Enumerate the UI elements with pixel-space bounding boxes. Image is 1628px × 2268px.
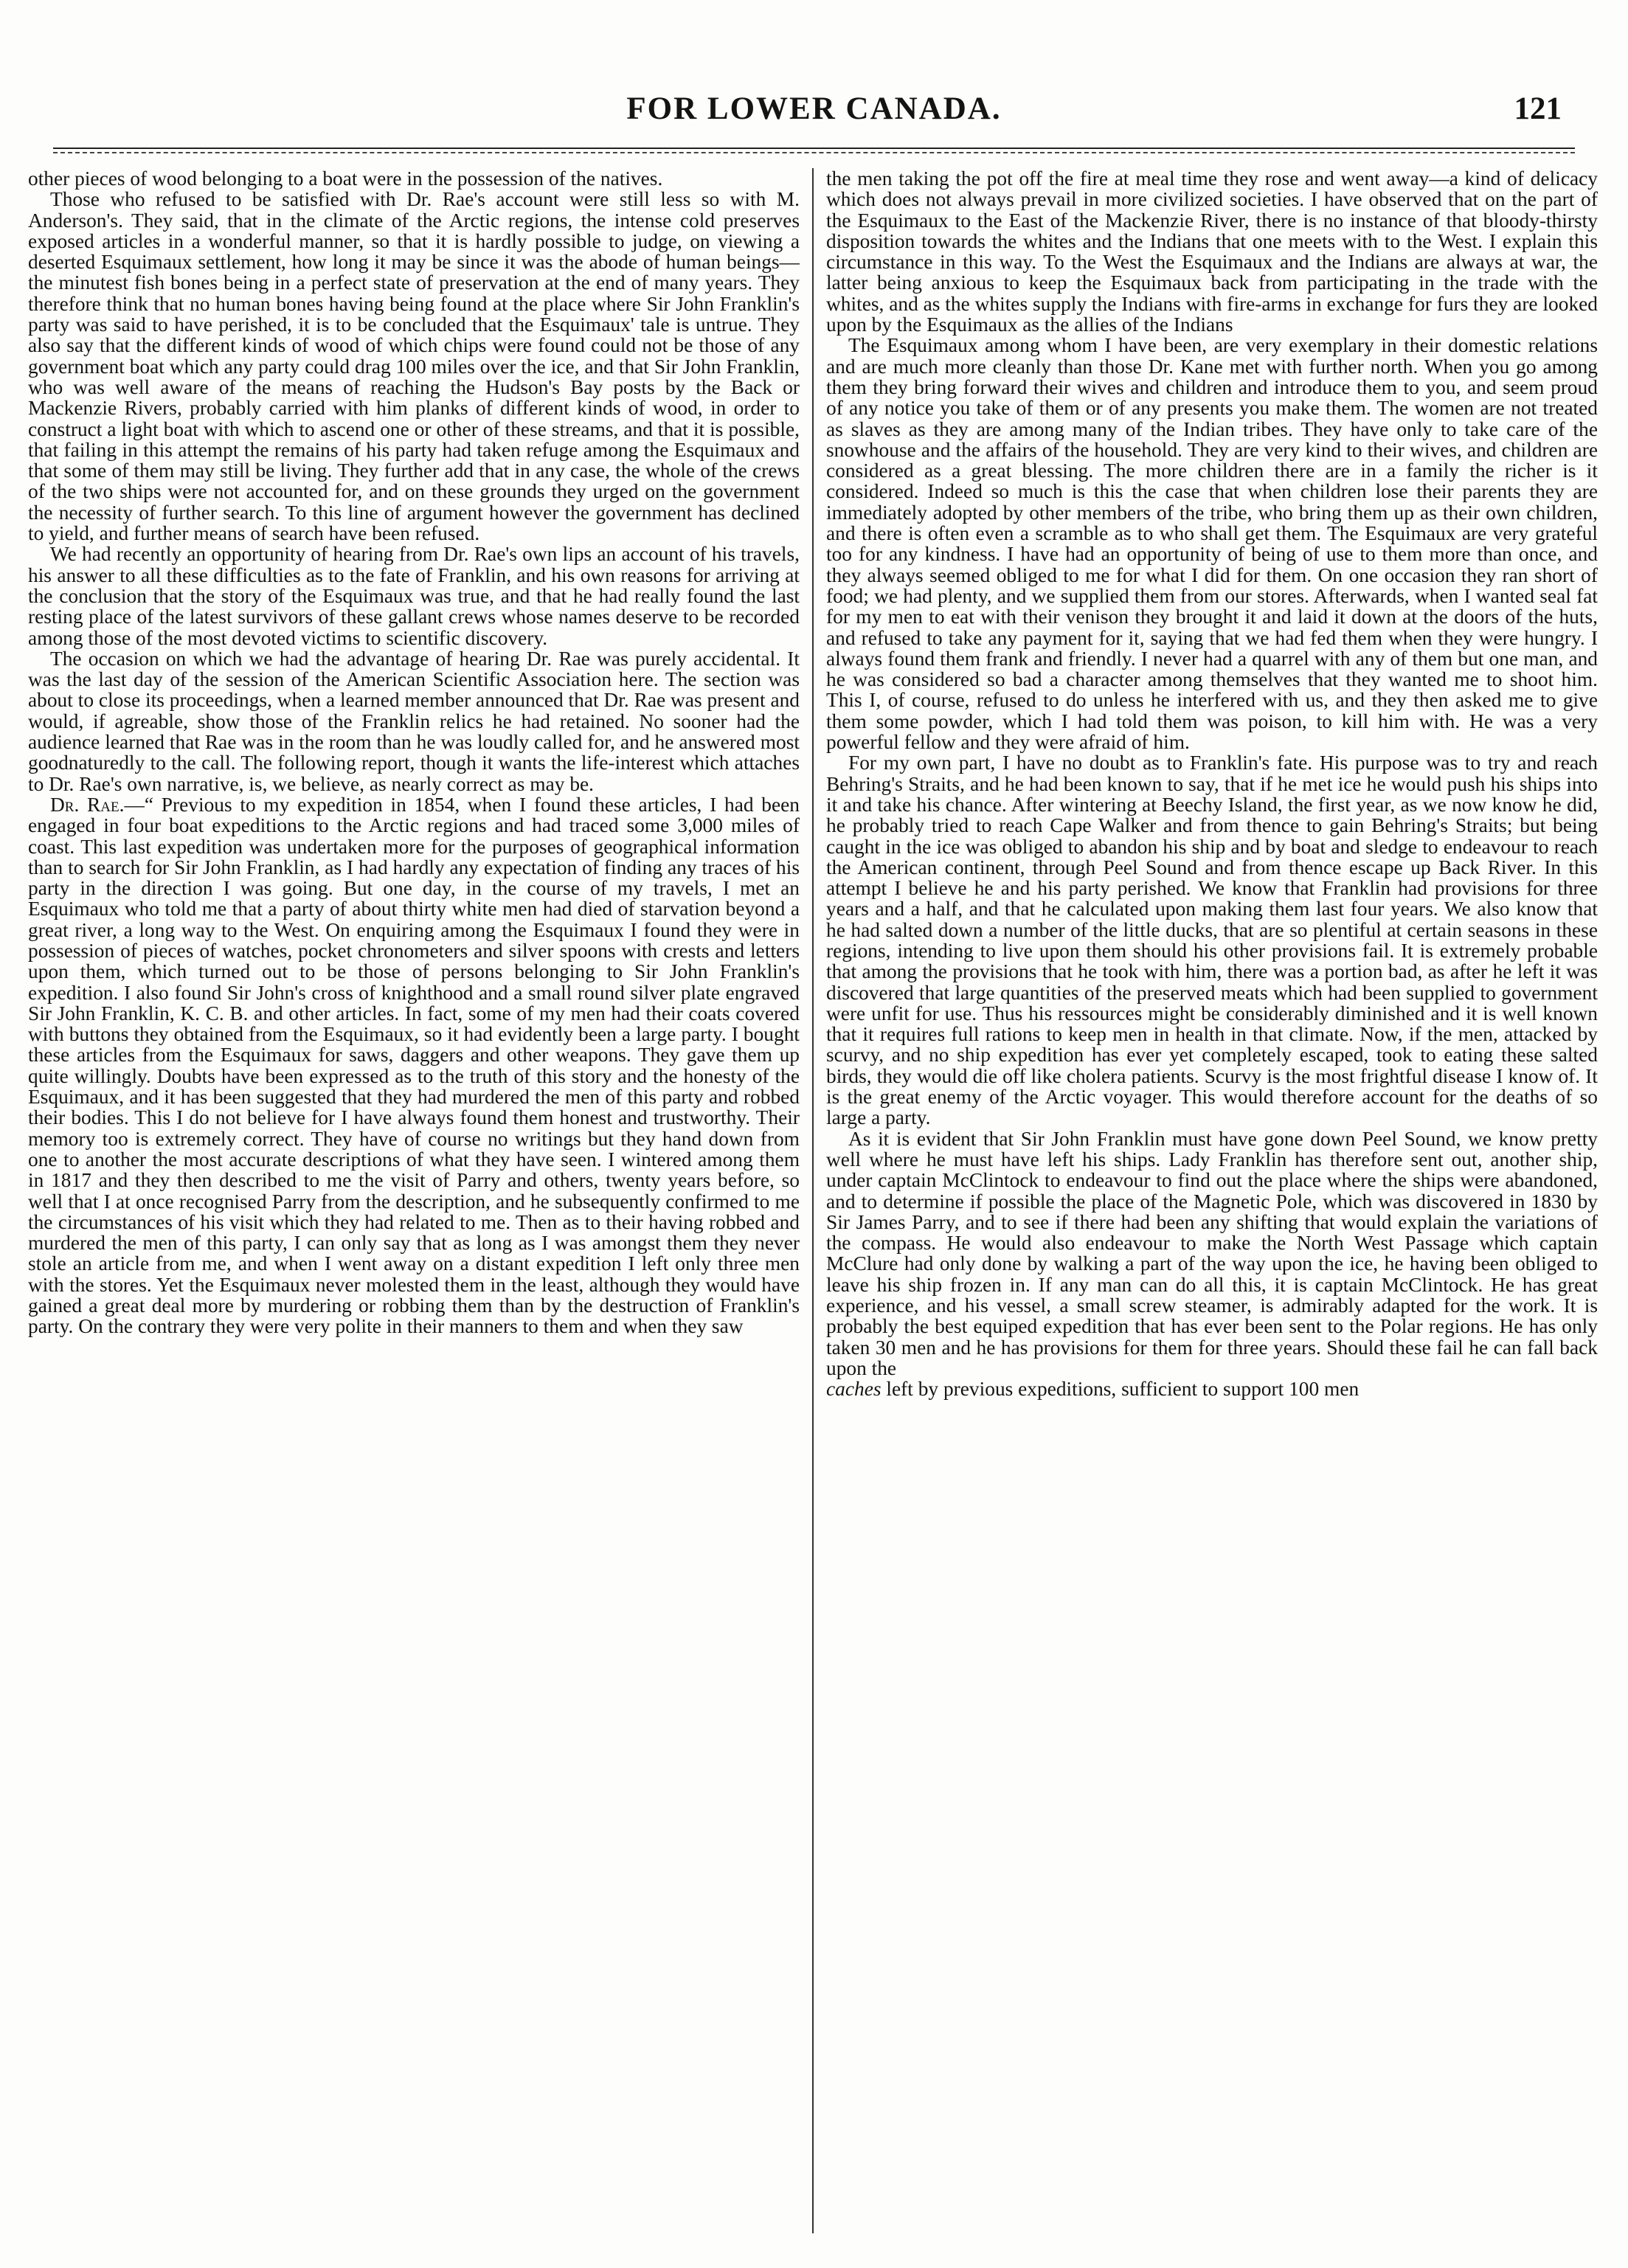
left-column <box>28 168 800 2233</box>
text-columns <box>28 168 1598 2233</box>
paragraph: other pieces of wood belonging to a boat were in the possession of the natives. <box>28 168 663 190</box>
running-title: FOR LOWER CANADA. <box>626 91 1002 126</box>
page-header <box>30 87 1598 146</box>
rae-paragraph <box>28 794 800 1337</box>
paragraph: The occasion on which we had the advantage of hearing Dr. Rae was purely accidental. It was the last day of the session of the American Scientific Association here. The section was about to close its proceedings, when a learned member announced that Dr. Rae was present and would, if agreable, show those of the Franklin relics he had retained. No sooner had the audience learned that Rae was in the room than he was loudly called for, and he answered most goodnaturedly to the call. The following report, though it wants the life-interest which attaches to Dr. Rae's own narrative, is, we believe, as nearly correct as may be. <box>28 647 800 795</box>
paragraph: The Esquimaux among whom I have been, are very exemplary in their domestic relations and are much more cleanly than those Dr. Kane met with further north. When you go among them they bring forward their wives and children and introduce them to you, and seem proud of any notice you take of them or of any presents you make them. The women are not treated as slaves as they are among many of the Indian tribes. They have only to take care of the snowhouse and the affairs of the household. They are very kind to their wives, and children are considered as a great blessing. The more children there are in a family the richer is it considered. Indeed so much is this the case that when children lose their parents they are immediately adopted by other members of the tribe, who bring them up as their own children, and there is often even a scramble as to who shall get them. The Esquimaux are very grateful too for any kindness. I have had an opportunity of being of use to them more than once, and they always seemed obliged to me for what I did for them. On one occasion they ran short of food; we had plenty, and we supplied them from our stores. Afterwards, when I wanted seal fat for my men to eat with their venison they brought it and laid it down at the doors of the huts, and refused to take any payment for it, saying that we had fed them when they were hungry. I always found them frank and friendly. I never had a quarrel with any of them but one man, and he was considered so bad a character among themselves that they wanted me to shoot him. This I, of course, refused to do unless he interfered with us, and they then asked me to give them some powder, which I had told them was poison, to kill him with. He was a very powerful fellow and they were afraid of him. <box>826 334 1598 754</box>
page-number: 121 <box>1514 91 1562 126</box>
paragraph: Those who refused to be satisfied with Dr. Rae's account were still less so with M. Anderson's. They said, that in the climate of the Arctic regions, the intense cold preserves exposed articles in a wonderful manner, so that it is hardly possible to judge, on viewing a deserted Esquimaux settlement, how long it may be since it was the abode of human beings—the minutest fish bones being in a perfect state of preservation at the end of many years. They therefore think that no human bones having being found at the place where Sir John Franklin's party was said to have perished, it is to be concluded that the Esquimaux' tale is untrue. They also say that the different kinds of wood of which chips were found could not be those of any government boat which any party could drag 100 miles over the ice, and that Sir John Franklin, who was well aware of the means of reaching the Hudson's Bay posts by the Back or Mackenzie Rivers, probably carried with him planks of different kinds of wood, in order to construct a light boat with which to ascend one or other of these streams, and that it is possible, that failing in this attempt the remains of his party had taken refuge among the Esquimaux and that some of them may still be living. They further add that in any case, the whole of the crews of the two ships were not accounted for, and on these grounds they urged on the government the necessity of further search. To this line of argument however the government has declined to yield, and further means of search have been refused. <box>28 188 800 545</box>
rae-paragraph-text: —“ Previous to my expedition in 1854, when I found these articles, I had been engaged in four boat expeditions to the Arctic regions and had traced some 3,000 miles of coast. This last expedition was undertaken more for the purposes of geographical information than to search for Sir John Franklin, as I had hardly any expectation of finding any traces of his party in the direction I was going. But one day, in the course of my travels, I met an Esquimaux who told me that a party of about thirty white men had died of starvation beyond a great river, a long way to the West. On enquiring among the Esquimaux I found they were in possession of pieces of watches, pocket chronometers and silver spoons with crests and letters upon them, which turned out to be those of persons belonging to Sir John Franklin's expedition. I also found Sir John's cross of knighthood and a small round silver plate engraved Sir John Franklin, K. C. B. and other articles. In fact, some of my men had their coats covered with buttons they obtained from the Esquimaux, so it had evidently been a large party. I bought these articles from the Esquimaux for saws, daggers and other weapons. They gave them up quite willingly. Doubts have been expressed as to the truth of this story and the honesty of the Esquimaux, and it has been suggested that they had murdered the men of this party and robbed their bodies. This I do not believe for I have always found them honest and trustworthy. Their memory too is extremely correct. They have of course no writings but they hand down from one to another the most accurate descriptions of what they have seen. I wintered among them in 1817 and they then described to me the visit of Parry and others, twenty years before, so well that I at once recognised Parry from the description, and he subsequently confirmed to me the circumstances of his visit which they had related to me. Then as to their having robbed and murdered the men of this party, I can only say that as long as I was amongst them they never stole an article from me, and when I went away on a distant expedition I left only three men with the stores. Yet the Esquimaux never molested them in the least, although they would have gained a great deal more by murdering or robbing them than by the destruction of Franklin's party. On the contrary they were very polite in their manners to them and when they saw <box>28 793 800 1338</box>
last-line-text: left by previous expeditions, sufficient to support 100 men <box>881 1378 1359 1401</box>
paragraph: For my own part, I have no doubt as to Franklin's fate. His purpose was to try and reach Behring's Straits, and he had been known to say, that if he met ice he would push his ships into it and take his chance. After wintering at Beechy Island, the first year, as we now know he did, he probably tried to reach Cape Walker and from thence to gain Behring's Straits; but being caught in the ice was obliged to abandon his ship and by boat and sledge to endeavour to reach the American continent, through Peel Sound and from thence escape up Back River. In this attempt I believe he and his party perished. We know that Franklin had provisions for three years and a half, and that he calculated upon making them last four years. We also know that he had salted down a number of the little ducks, that are so plentiful at certain seasons in these regions, intending to live upon them should his other provisions fail. It is extremely probable that among the provisions that he took with him, there was a portion bad, as after he left it was discovered that large quantities of the preserved meats which had been supplied to government were unfit for use. Thus his ressources might be considerably diminished and it is well known that it requires full rations to keep men in health in that climate. Now, if the men, attacked by scurvy, and no ship expedition has ever yet completely escaped, took to eating these salted birds, they would die off like cholera patients. Scurvy is the most frightful disease I know of. It is the great enemy of the Arctic voyager. This would therefore account for the deaths of so large a party. <box>826 752 1598 1129</box>
paragraph: We had recently an opportunity of hearing from Dr. Rae's own lips an account of his travels, his answer to all these difficulties as to the fate of Franklin, and his own reasons for arriving at the conclusion that the story of the Esquimaux was true, and that he had really found the last resting place of the latest survivors of these gallant crews whose names deserve to be recorded among those of the most devoted victims to scientific discovery. <box>28 543 800 649</box>
paragraph: the men taking the pot off the fire at meal time they rose and went away—a kind of delicacy which does not always prevail in more civilized societies. I have observed that on the part of the Esquimaux to the East of the Mackenzie River, there is no instance of that bloody-thirsty disposition towards the whites and the Indians that one meets with to the West. I explain this circumstance in this way. To the West the Esquimaux and the Indians are always at war, the latter being anxious to keep the Esquimaux back from participating in the trade with the whites, and as the whites supply the Indians with fire-arms in exchange for furs they are looked upon by the Esquimaux as the allies of the Indians <box>826 168 1598 336</box>
right-column <box>826 168 1598 2233</box>
last-line <box>826 1379 1598 1399</box>
paragraph: As it is evident that Sir John Franklin must have gone down Peel Sound, we know pretty well where he must have left his ships. Lady Franklin has therefore sent out, another ship, under captain McClintock to endeavour to find out the place where the ships were abandoned, and to determine if possible the place of the Magnetic Pole, which was discovered in 1830 by Sir James Parry, and to see if there had been any shifting that would explain the variations of the compass. He would also endeavour to make the North West Passage which captain McClure had only done by walking a part of the way upon the ice, he having been obliged to leave his ship frozen in. If any man can do all this, it is captain McClintock. He has great experience, and his vessel, a small screw steamer, is admirably adapted for the work. It is probably the best equiped expedition that has ever been sent to the Polar regions. He has only taken 30 men and he has provisions for them for three years. Should these fail he can fall back upon the <box>826 1127 1598 1379</box>
header-rule <box>53 148 1575 153</box>
speaker-label: Dr. Rae. <box>50 793 125 816</box>
column-divider <box>812 168 814 2233</box>
italic-word: caches <box>826 1378 881 1401</box>
